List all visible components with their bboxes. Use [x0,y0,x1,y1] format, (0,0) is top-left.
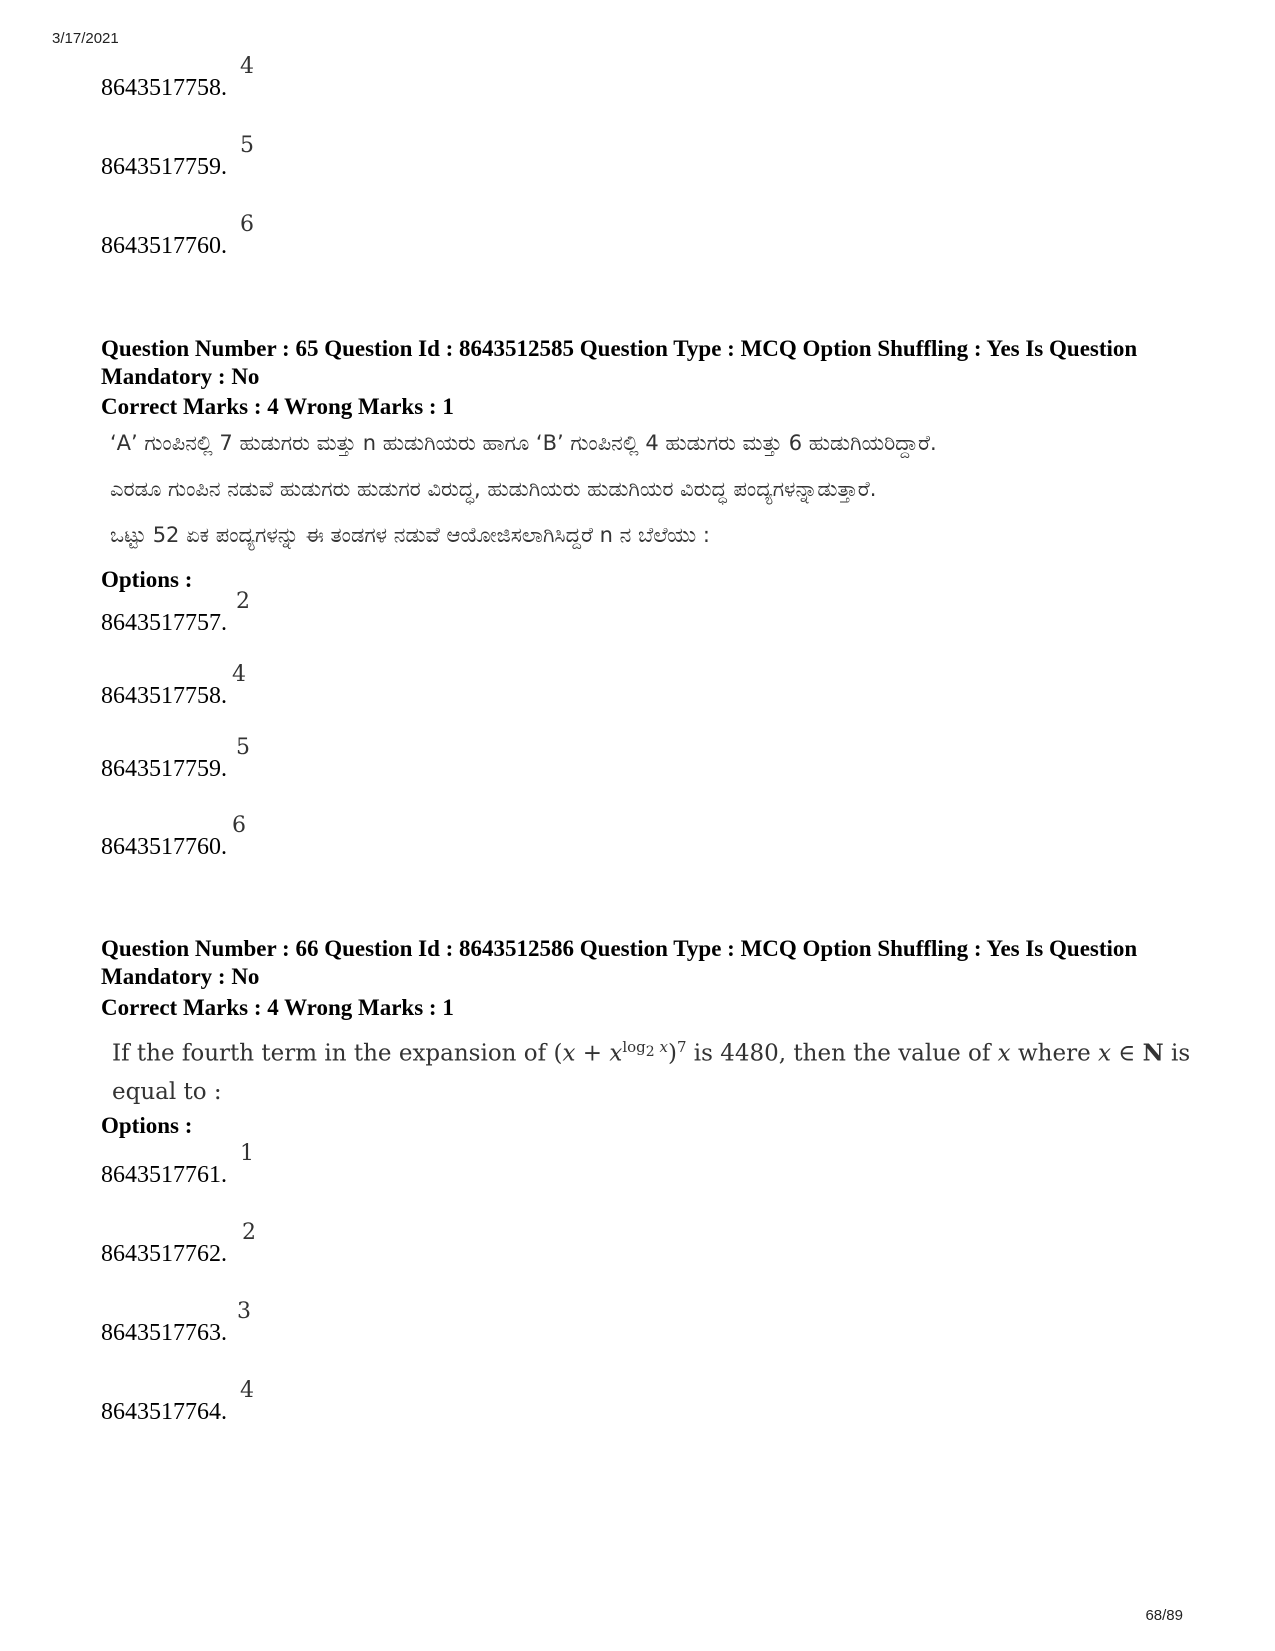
options-label: Options : [101,1113,193,1138]
option-id: 8643517760. [101,834,227,860]
option-value: 4 [232,662,246,687]
option-value: 2 [242,1220,256,1245]
question-header: Question Number : 66 Question Id : 8643512586 Question Type : MCQ Option Shuffling : Yes Is Question Mandatory : No [101,936,1138,989]
question-header: Question Number : 65 Question Id : 8643512585 Question Type : MCQ Option Shuffling : Yes Is Question Mandatory : No [101,336,1138,389]
option-id: 8643517758. [101,75,227,101]
print-date: 3/17/2021 [52,30,119,47]
option-value: 4 [240,54,254,79]
option-id: 8643517760. [101,233,227,259]
option-row [101,723,501,783]
option-id: 8643517758. [101,683,227,709]
option-id: 8643517762. [101,1241,227,1267]
option-row [101,1129,501,1189]
page-number: 68/89 [1145,1607,1183,1624]
question-text-line: If the fourth term in the expansion of $(x + x^{log_2 x})^7$ is 4480, then the value of x where x ∈ N is [112,1038,1191,1067]
question-text-line: ‘A’ ಗುಂಪಿನಲ್ಲಿ 7 ಹುಡುಗರು ಮತ್ತು n ಹುಡುಗಿಯರು ಹಾಗೂ ‘B’ ಗುಂಪಿನಲ್ಲಿ 4 ಹುಡುಗರು ಮತ್ತು 6 ಹುಡುಗಿಯರಿದ್ದಾರೆ. [110,431,937,455]
option-value: 5 [236,735,250,760]
option-row [101,121,501,181]
question-marks: Correct Marks : 4 Wrong Marks : 1 [101,995,454,1020]
question-text-line: ಎರಡೂ ಗುಂಪಿನ ನಡುವೆ ಹುಡುಗರು ಹುಡುಗರ ವಿರುದ್ಧ, ಹುಡುಗಿಯರು ಹುಡುಗಿಯರ ವಿರುದ್ಧ ಪಂದ್ಯಗಳನ್ನಾಡುತ್ತಾರೆ. [110,477,877,501]
question-text [110,420,1190,558]
question-marks: Correct Marks : 4 Wrong Marks : 1 [101,394,454,419]
option-value: 1 [240,1141,254,1166]
question-text-line: equal to : [112,1078,222,1105]
question-text [112,1028,1192,1111]
option-id: 8643517764. [101,1399,227,1425]
option-id: 8643517759. [101,756,227,782]
option-value: 6 [240,212,254,237]
question-text-line: ಒಟ್ಟು 52 ಏಕ ಪಂದ್ಯಗಳನ್ನು ಈ ತಂಡಗಳ ನಡುವೆ ಆಯೋಜಿಸಲಾಗಿಸಿದ್ದರೆ n ನ ಬೆಲೆಯು : [110,523,710,547]
option-value: 5 [240,133,254,158]
option-id: 8643517759. [101,154,227,180]
option-row [101,1366,501,1426]
option-row [101,200,501,260]
option-row [101,577,501,637]
option-value: 4 [240,1378,254,1403]
option-row [101,1208,501,1268]
option-row [101,650,501,710]
option-value: 2 [236,589,250,614]
option-id: 8643517761. [101,1162,227,1188]
option-value: 6 [232,813,246,838]
option-id: 8643517757. [101,610,227,636]
options-label: Options : [101,567,193,592]
option-id: 8643517763. [101,1320,227,1346]
option-row [101,1287,501,1347]
option-row [101,801,501,861]
option-row [101,42,501,102]
option-value: 3 [237,1299,251,1324]
